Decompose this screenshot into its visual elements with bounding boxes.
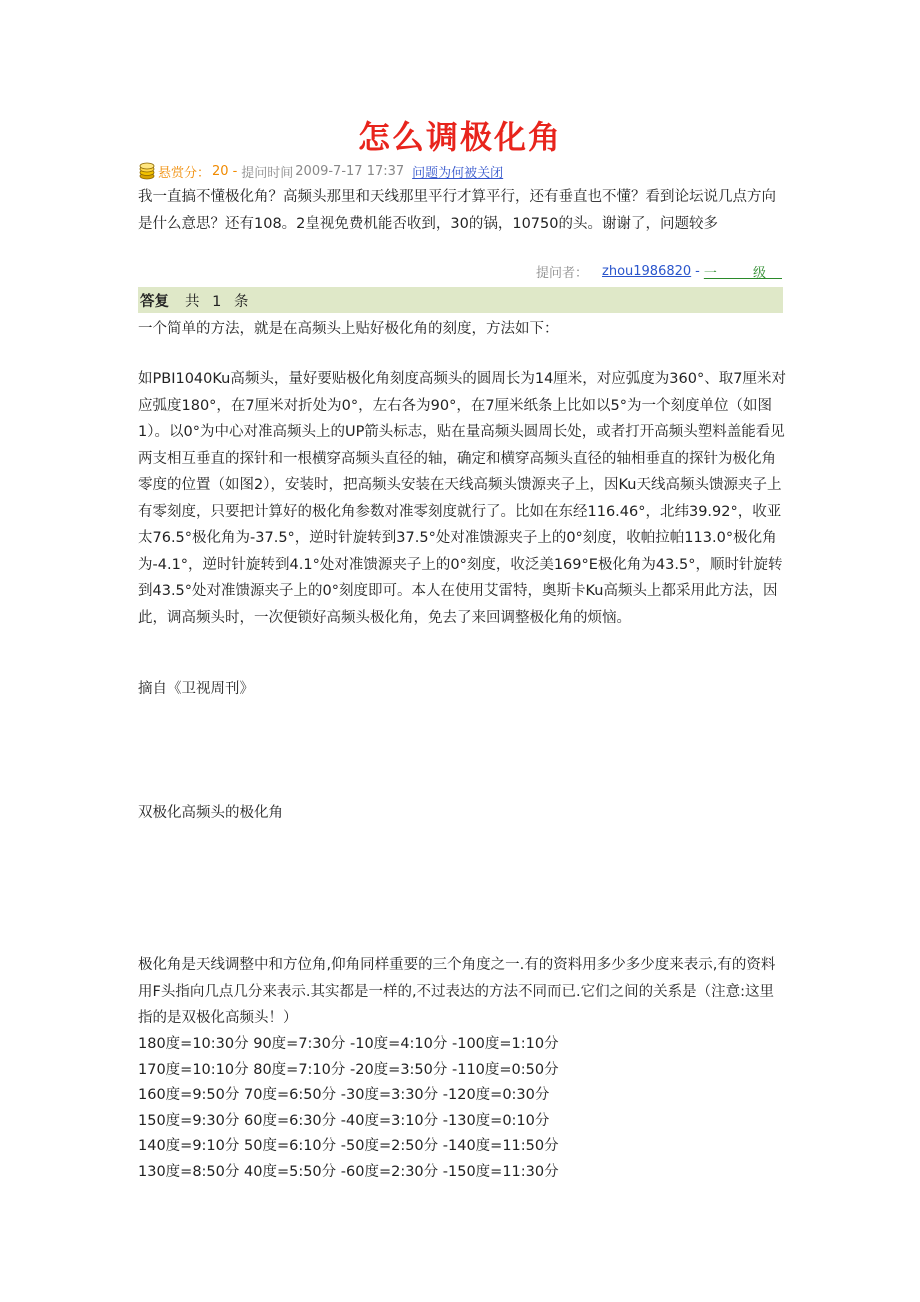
question-text: 我一直搞不懂极化角？高频头那里和天线那里平行才算平行，还有垂直也不懂？看到论坛说几点方向是什么意思？还有108。2皇视免费机能否收到，30的锅，10750的头。谢谢了，问题较多 bbox=[138, 189, 776, 232]
bounty-value: 20 bbox=[212, 163, 229, 179]
answer-body: 如PBI1040Ku高频头，量好要贴极化角刻度高频头的圆周长为14厘米，对应弧度为360°、取7厘米对应弧度180°，在7厘米对折处为0°，左右各为90°，在7厘米纸条上比如以5°为一个刻度单位（如图1）。以0°为中心对准高频头上的UP箭头标志，贴在量高频头圆周长处，或者打开高频头塑料盖能看见两支相互垂直的探针和一根横穿高频头直径的轴，确定和横穿高频头直径的轴相垂直的探针为极化角零度的位置（如图2），安装时，把高频头安装在天线高频头馈源夹子上，因Ku天线高频头馈源夹子上有零刻度，只要把计算好的极化角参数对准零刻度就行了。比如在东经116.46°，北纬39.92°，收亚太76.5°极化角为-37.5°，逆时针旋转到37.5°处对准馈源夹子上的0°刻度，收帕拉帕113.0°极化角为-4.1°，逆时针旋转到4.1°处对准馈源夹子上的0°刻度，收泛美169°E极化角为43.5°，顺时针旋转到43.5°处对准馈源夹子上的0°刻度即可。本人在使用艾雷特，奥斯卡Ku高频头上都采用此方法，因此，调高频头时，一次便锁好高频头极化角，免去了来回调整极化角的烦恼。 bbox=[138, 371, 786, 626]
section-body: 极化角是天线调整中和方位角,仰角同样重要的三个角度之一.有的资料用多少多少度来表示,有的资料用F头指向几点几分来表示.其实都是一样的,不过表达的方法不同而已.它们之间的关系是（注意:这里指的是双极化高频头！） bbox=[138, 957, 776, 1026]
angle-table-row: 170度=10:10分 80度=7:10分 -20度=3:50分 -110度=0:50分 bbox=[138, 1062, 559, 1078]
section-heading: 双极化高频头的极化角 bbox=[138, 805, 283, 821]
angle-table-row: 130度=8:50分 40度=5:50分 -60度=2:30分 -150度=11:30分 bbox=[138, 1164, 559, 1180]
page-title: 怎么调极化角 bbox=[357, 118, 562, 156]
time-label: 提问时间 bbox=[241, 165, 294, 181]
asker-label: 提问者： bbox=[535, 266, 588, 281]
closed-reason-link[interactable]: 问题为何被关闭 bbox=[412, 165, 504, 181]
asker-separator: - bbox=[695, 264, 700, 279]
asker-level-link[interactable]: 一 级 bbox=[703, 266, 782, 281]
answer-source: 摘自《卫视周刊》 bbox=[138, 681, 254, 697]
angle-table-row: 180度=10:30分 90度=7:30分 -10度=4:10分 -100度=1:10分 bbox=[138, 1036, 559, 1052]
answer-count: 共 1 条 bbox=[185, 293, 253, 310]
meta-separator: - bbox=[232, 163, 238, 179]
bounty-label: 悬赏分： bbox=[158, 165, 211, 181]
question-meta bbox=[138, 160, 503, 182]
answer-label: 答复 bbox=[140, 293, 169, 310]
angle-table-row: 140度=9:10分 50度=6:10分 -50度=2:50分 -140度=11:50分 bbox=[138, 1138, 559, 1154]
angle-table-row: 160度=9:50分 70度=6:50分 -30度=3:30分 -120度=0:30分 bbox=[138, 1087, 550, 1103]
angle-table-row: 150度=9:30分 60度=6:30分 -40度=3:10分 -130度=0:10分 bbox=[138, 1113, 550, 1129]
asker-info bbox=[536, 262, 782, 281]
answer-intro: 一个简单的方法，就是在高频头上贴好极化角的刻度，方法如下： bbox=[138, 321, 559, 337]
coin-stack-icon bbox=[138, 162, 156, 180]
time-value: 2009-7-17 17:37 bbox=[295, 163, 405, 179]
answer-header-bar bbox=[138, 287, 783, 313]
asker-username-link[interactable]: zhou1986820 bbox=[602, 264, 692, 279]
